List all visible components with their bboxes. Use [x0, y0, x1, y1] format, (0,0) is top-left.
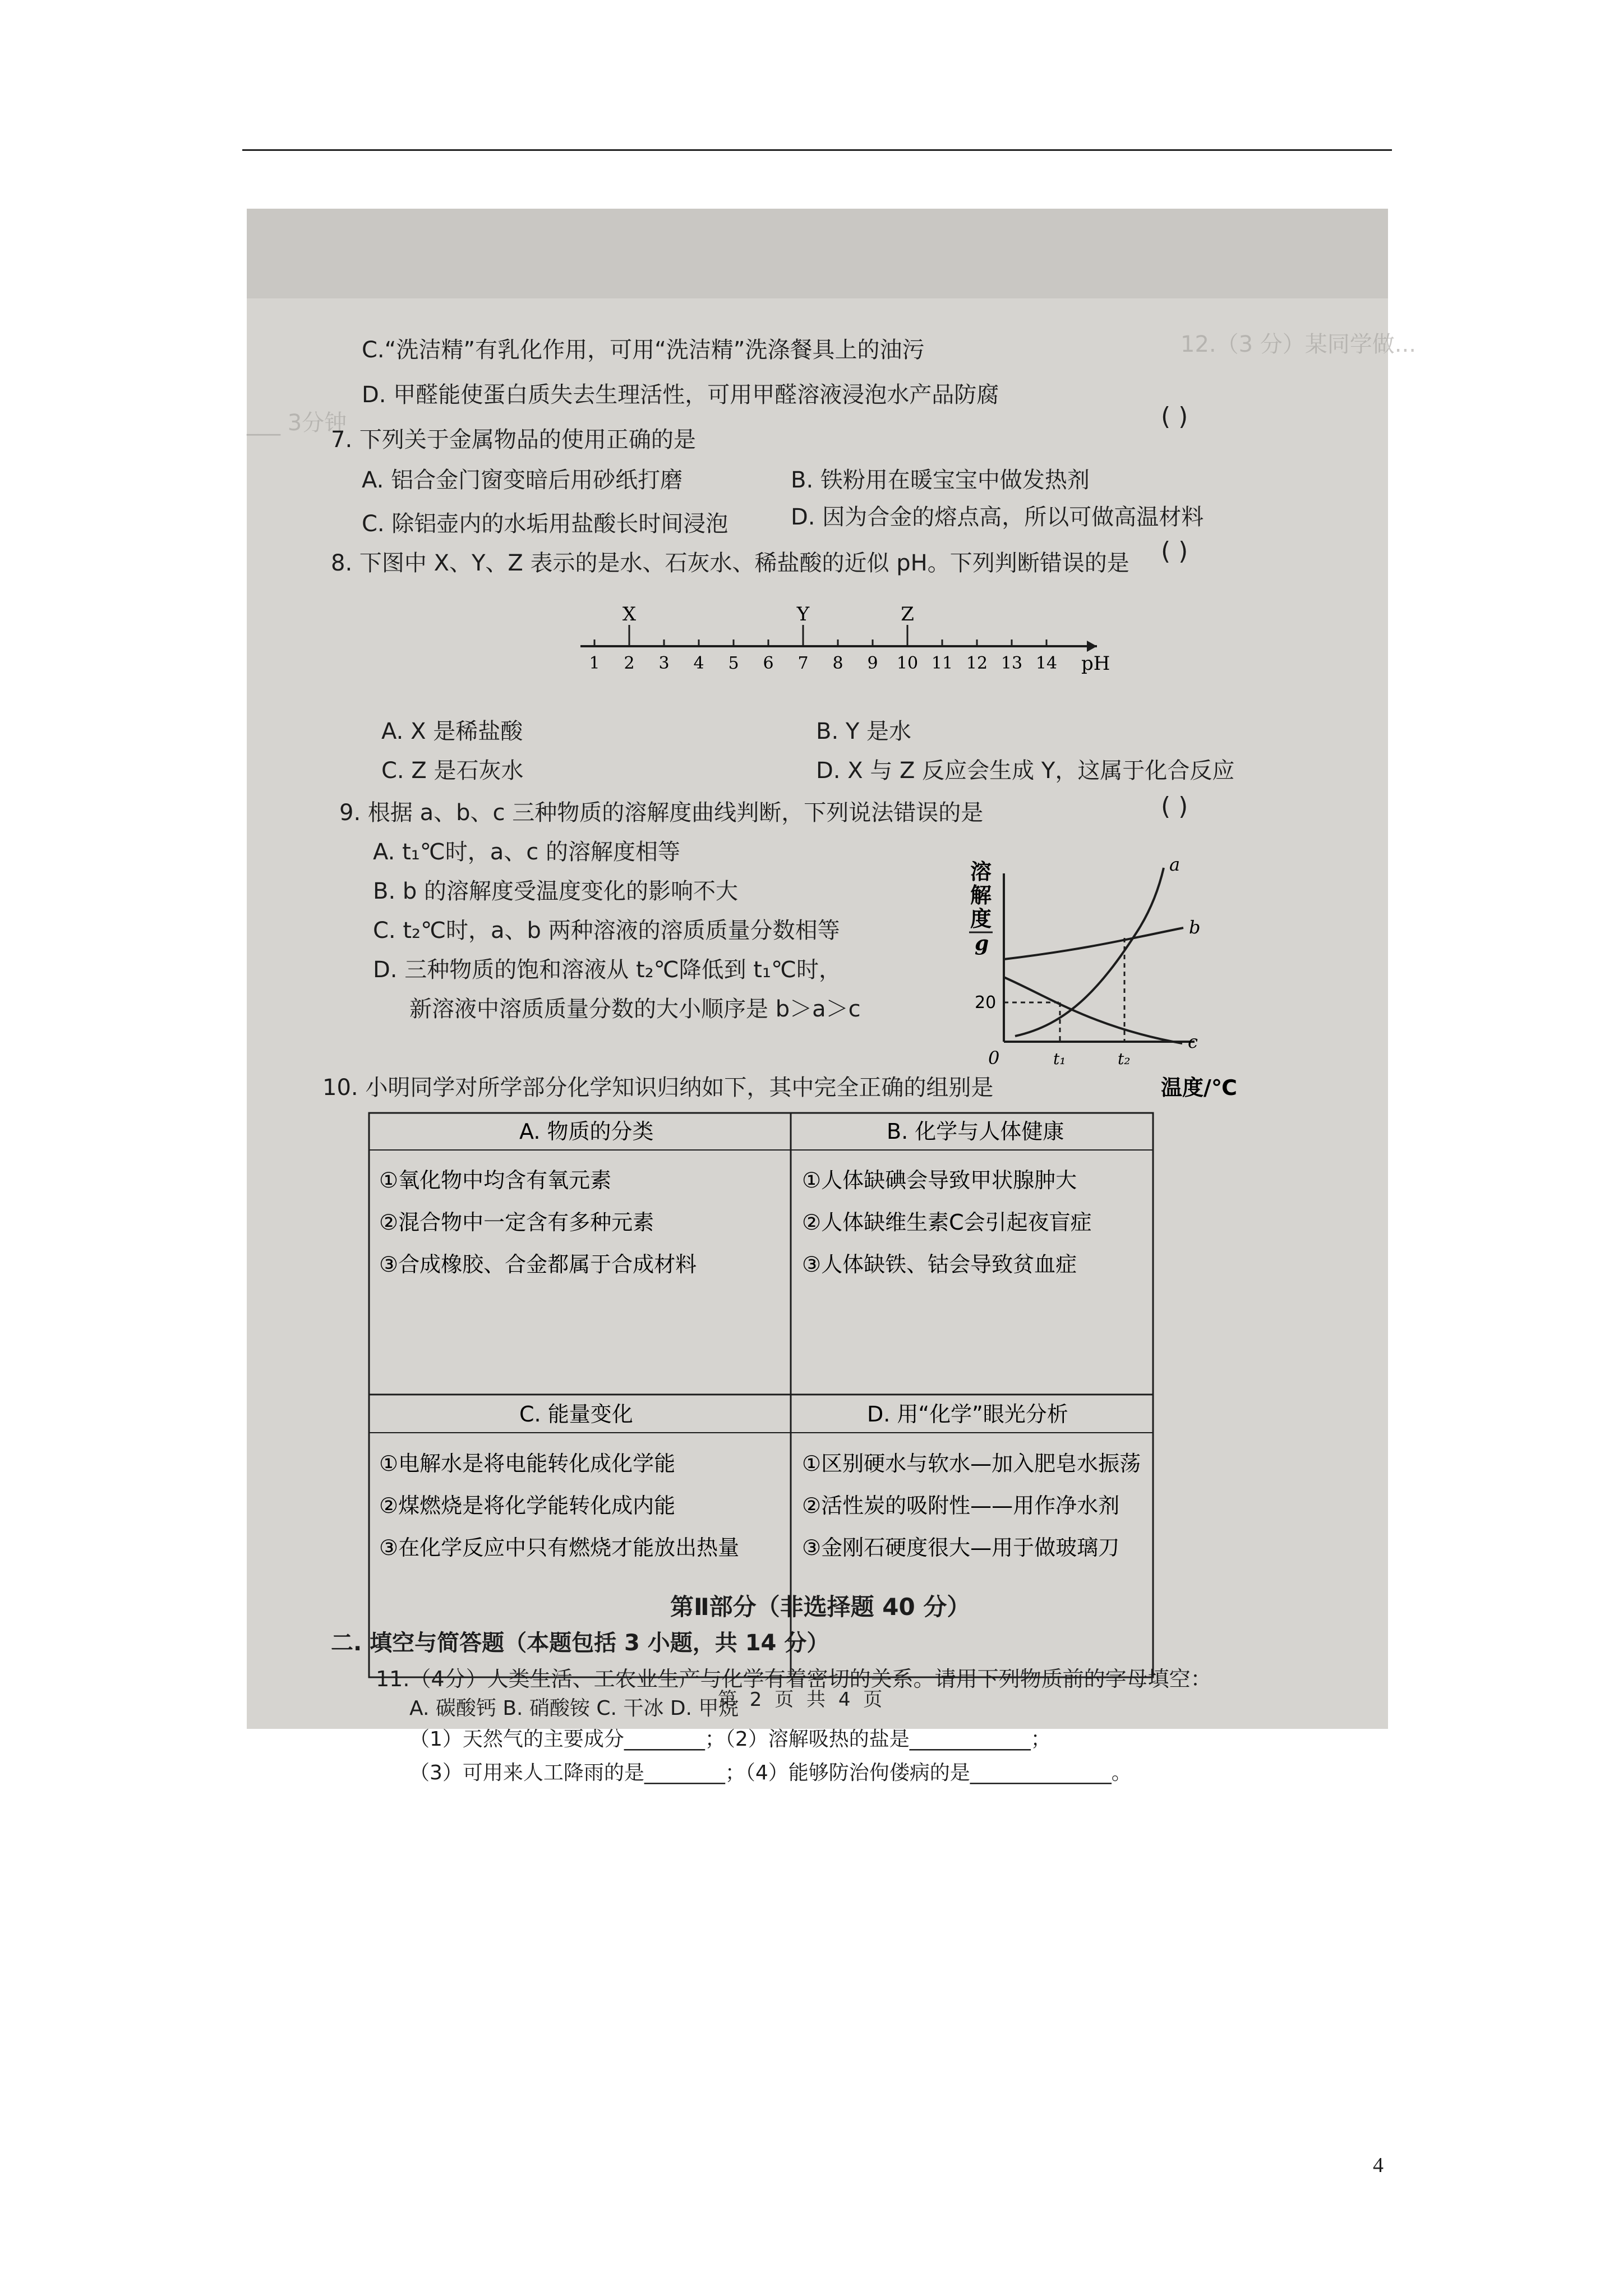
- table-cell-c-item-1: ①电解水是将电能转化成化学能: [379, 1451, 676, 1476]
- y-tick-20: 20: [975, 993, 997, 1013]
- part2-section-heading: 二. 填空与简答题（本题包括 3 小题，共 14 分）: [331, 1630, 829, 1656]
- ph-axis-arrow: [1087, 641, 1097, 652]
- ylabel-char-2: 解: [970, 883, 992, 908]
- table-cell-b-item-3: ③人体缺铁、钴会导致贫血症: [802, 1252, 1077, 1277]
- exam-photo: [247, 209, 1416, 1784]
- ph-tick-label: 9: [867, 654, 878, 673]
- q9-answer-blank: ( ): [1161, 792, 1188, 821]
- q11-options: A. 碳酸钙 B. 硝酸铵 C. 干冰 D. 甲烷: [409, 1697, 739, 1720]
- q8-option-a: A. X 是稀盐酸: [381, 719, 523, 744]
- q8-option-b: B. Y 是水: [816, 719, 912, 744]
- q7-option-b: B. 铁粉用在暖宝宝中做发热剂: [791, 467, 1090, 493]
- ph-tick-label: 14: [1035, 654, 1058, 673]
- table-cell-c-item-3: ③在化学反应中只有燃烧才能放出热量: [379, 1535, 740, 1560]
- x-tick-t1: t₁: [1053, 1050, 1066, 1068]
- table-cell-a-item-2: ②混合物中一定含有多种元素: [379, 1210, 654, 1235]
- ph-marker-label-x: X: [622, 603, 637, 625]
- table-cell-d-title: D. 用“化学”眼光分析: [867, 1402, 1068, 1427]
- ph-tick-label: 7: [797, 654, 809, 673]
- q7-option-c: C. 除铝壶内的水垢用盐酸长时间浸泡: [362, 511, 728, 537]
- q11-stem: 11.（4分）人类生活、工农业生产与化学有着密切的关系。请用下列物质前的字母填空：: [376, 1667, 1212, 1691]
- ph-tick-label: 6: [763, 654, 774, 673]
- q8-option-d: D. X 与 Z 反应会生成 Y，这属于化合反应: [816, 758, 1235, 784]
- table-cell-a-title: A. 物质的分类: [519, 1119, 654, 1144]
- ph-tick-label: 2: [624, 654, 635, 673]
- ph-tick-label: 10: [896, 654, 919, 673]
- ph-tick-label: 11: [931, 654, 953, 673]
- table-cell-b-item-1: ①人体缺碘会导致甲状腺肿大: [802, 1168, 1077, 1193]
- ylabel-char-3: 度: [970, 907, 992, 931]
- table-cell-b-item-2: ②人体缺维生素C会引起夜盲症: [802, 1210, 1092, 1235]
- q6-option-c: C.“洗洁精”有乳化作用，可用“洗洁精”洗涤餐具上的油污: [362, 337, 925, 363]
- table-cell-d-item-2: ②活性炭的吸附性——用作净水剂: [802, 1493, 1120, 1518]
- table-cell-a-item-1: ①氧化物中均含有氧元素: [379, 1168, 612, 1193]
- ylabel-unit: g: [975, 932, 989, 955]
- q8-stem: 8. 下图中 X、Y、Z 表示的是水、石灰水、稀盐酸的近似 pH。下列判断错误的是: [331, 550, 1129, 576]
- exam-page-footer: 第 2 页 共 4 页: [718, 1688, 886, 1711]
- ph-marker-label-z: Z: [901, 603, 914, 625]
- q7-stem: 7. 下列关于金属物品的使用正确的是: [331, 427, 696, 453]
- ph-tick-label: 5: [728, 654, 739, 673]
- q9-option-d-line1: D. 三种物质的饱和溶液从 t₂℃降低到 t₁℃时，: [373, 957, 841, 983]
- curve-a: [1015, 868, 1164, 1036]
- ph-tick-label: 4: [693, 654, 704, 673]
- bleed-through-text: 12.（3 分）某同学做...: [1181, 332, 1416, 357]
- q6-option-d: D. 甲醛能使蛋白质失去生理活性，可用甲醛溶液浸泡水产品防腐: [362, 382, 999, 408]
- table-cell-c-item-2: ②煤燃烧是将化学能转化成内能: [379, 1493, 676, 1518]
- ph-tick-label: 3: [658, 654, 670, 673]
- table-cell-c-title: C. 能量变化: [519, 1402, 633, 1427]
- x-axis-label: 温度/℃: [1161, 1075, 1237, 1100]
- ph-tick-label: 1: [589, 654, 600, 673]
- page-number: 4: [1373, 2154, 1384, 2177]
- solubility-chart: [948, 848, 1312, 1101]
- q8-option-c: C. Z 是石灰水: [381, 758, 524, 784]
- curve-c: [1004, 977, 1182, 1043]
- q9-option-c: C. t₂℃时，a、b 两种溶液的溶质质量分数相等: [373, 918, 840, 944]
- curve-b: [1004, 928, 1183, 959]
- pen-mark: [937, 1429, 970, 1430]
- origin-label: 0: [988, 1047, 1000, 1069]
- q11-line-2: （3）可用来人工降雨的是________；（4）能够防治佝偻病的是______________。: [409, 1761, 1132, 1784]
- q9-option-b: B. b 的溶解度受温度变化的影响不大: [373, 878, 738, 904]
- ylabel-char-1: 溶: [970, 859, 992, 884]
- curve-label-b: b: [1189, 917, 1201, 938]
- header-rule: [242, 149, 1392, 151]
- q7-option-d: D. 因为合金的熔点高，所以可做高温材料: [791, 504, 1204, 530]
- bleed-through-text: ___ 3分钟: [247, 410, 347, 436]
- x-tick-t2: t₂: [1118, 1050, 1131, 1068]
- q10-stem: 10. 小明同学对所学部分化学知识归纳如下，其中完全正确的组别是: [322, 1075, 994, 1101]
- ph-tick-label: 12: [966, 654, 988, 673]
- ph-tick-label: 8: [832, 654, 843, 673]
- table-cell-d-item-1: ①区别硬水与软水—加入肥皂水振荡: [802, 1451, 1141, 1476]
- q7-option-a: A. 铝合金门窗变暗后用砂纸打磨: [362, 467, 683, 493]
- q11-line-1: （1）天然气的主要成分________；（2）溶解吸热的盐是____________；: [409, 1728, 1051, 1751]
- q8-answer-blank: ( ): [1161, 537, 1188, 565]
- ph-tick-label: 13: [1000, 654, 1023, 673]
- table-cell-b-title: B. 化学与人体健康: [887, 1119, 1064, 1144]
- q7-answer-blank: ( ): [1161, 402, 1188, 431]
- curve-label-c: c: [1188, 1031, 1198, 1052]
- ph-marker-label-y: Y: [796, 603, 810, 625]
- q9-option-a: A. t₁℃时，a、c 的溶解度相等: [373, 839, 680, 865]
- table-cell-d-item-3: ③金刚石硬度很大—用于做玻璃刀: [802, 1535, 1120, 1560]
- curve-label-a: a: [1169, 854, 1181, 875]
- q9-option-d-line2: 新溶液中溶质质量分数的大小顺序是 b＞a＞c: [409, 996, 861, 1022]
- part2-title: 第Ⅱ部分（非选择题 40 分）: [670, 1593, 971, 1621]
- table-cell-a-item-3: ③合成橡胶、合金都属于合成材料: [379, 1252, 697, 1277]
- ph-axis-label: pH: [1081, 652, 1110, 675]
- ph-scale: [578, 596, 1150, 680]
- photo-shadow: [247, 209, 1388, 298]
- q9-stem: 9. 根据 a、b、c 三种物质的溶解度曲线判断，下列说法错误的是: [339, 800, 984, 826]
